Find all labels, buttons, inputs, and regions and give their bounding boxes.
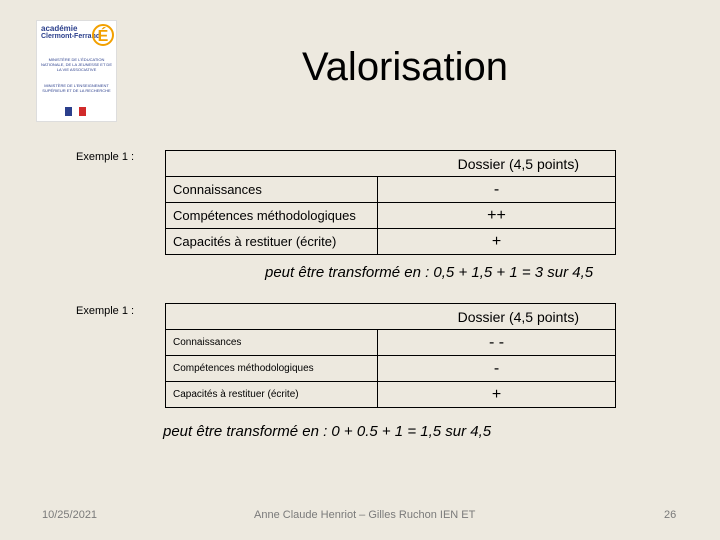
table-header: Dossier (4,5 points) (378, 304, 616, 330)
example-1-formula: peut être transformé en : 0,5 + 1,5 + 1 = 3 sur 4,5 (265, 264, 594, 281)
example-2-formula: peut être transformé en : 0 + 0.5 + 1 = 1,5 sur 4,5 (163, 423, 492, 440)
table-header: Dossier (4,5 points) (378, 151, 616, 177)
example-2-label: Exemple 1 : (76, 305, 135, 317)
row-label: Compétences méthodologiques (166, 356, 378, 382)
french-flag-icon (65, 107, 86, 116)
logo-region: Clermont-Ferrand (41, 33, 101, 40)
table-row (166, 382, 616, 408)
row-label: Connaissances (166, 330, 378, 356)
row-symbol: ++ (378, 203, 616, 229)
slide-title: Valorisation (301, 45, 509, 89)
row-symbol: + (378, 229, 616, 255)
row-label: Compétences méthodologiques (166, 203, 378, 229)
footer-date: 10/25/2021 (42, 509, 98, 521)
table-row (166, 177, 616, 203)
logo-ministry-1: MINISTÈRE DE L'ÉDUCATION NATIONALE, DE LA JEUNESSE ET DE LA VIE ASSOCIATIVE (41, 57, 112, 72)
row-label: Capacités à restituer (écrite) (166, 382, 378, 408)
footer-page-number: 26 (664, 509, 677, 521)
example-1-label: Exemple 1 : (76, 151, 135, 163)
example-2-table (165, 303, 616, 408)
footer-author: Anne Claude Henriot – Gilles Ruchon IEN ET (254, 509, 476, 521)
row-symbol: - (378, 177, 616, 203)
row-symbol: + (378, 382, 616, 408)
academy-logo (37, 21, 116, 121)
row-label: Connaissances (166, 177, 378, 203)
logo-e-icon: É (92, 24, 114, 46)
logo-academie: académie (41, 24, 78, 33)
table-row (166, 203, 616, 229)
row-symbol: - (378, 356, 616, 382)
table-header-row (166, 151, 616, 177)
row-symbol: - - (378, 330, 616, 356)
logo-ministry-2: MINISTÈRE DE L'ENSEIGNEMENT SUPÉRIEUR ET DE LA RECHERCHE (42, 83, 111, 93)
table-row (166, 356, 616, 382)
example-1-table (165, 150, 616, 255)
table-row (166, 229, 616, 255)
table-row (166, 330, 616, 356)
row-label: Capacités à restituer (écrite) (166, 229, 378, 255)
table-header-row (166, 304, 616, 330)
